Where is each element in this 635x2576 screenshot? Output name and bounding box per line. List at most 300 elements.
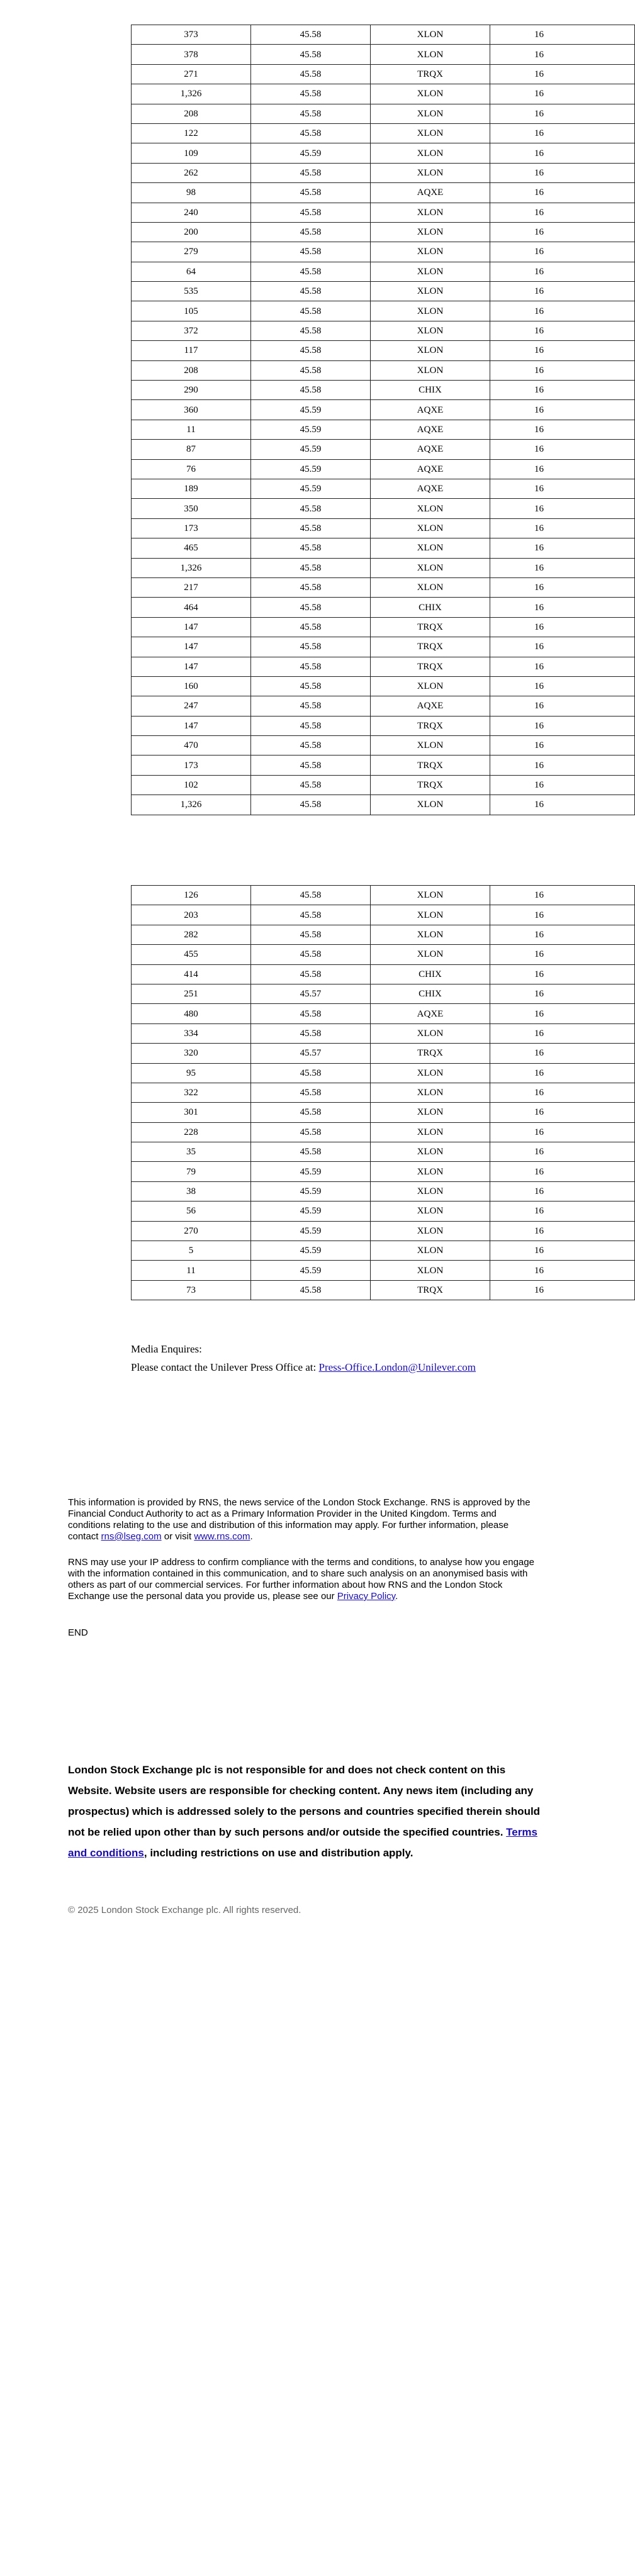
time-cell: 16	[490, 381, 635, 400]
venue-cell: XLON	[371, 905, 490, 925]
volume-cell: 480	[132, 1004, 251, 1023]
price-cell: 45.58	[251, 163, 371, 182]
price-cell: 45.57	[251, 1044, 371, 1063]
disclaimer-text: London Stock Exchange plc is not responsible for and does not check content on this Website. Website users are responsible for checking content. Any news item (including any prospectus) which is addressed solely to the persons and countries specified therein should not be relied upon other than by such persons and/or outside the specified countries.	[68, 1764, 541, 1838]
venue-cell: CHIX	[371, 598, 490, 617]
time-cell: 16	[490, 1044, 635, 1063]
volume-cell: 126	[132, 886, 251, 905]
price-cell: 45.58	[251, 381, 371, 400]
table-row	[132, 45, 635, 64]
venue-cell: XLON	[371, 163, 490, 182]
venue-cell: XLON	[371, 518, 490, 538]
table-row	[132, 558, 635, 577]
venue-cell: AQXE	[371, 400, 490, 420]
venue-cell: TRQX	[371, 617, 490, 637]
price-cell: 45.58	[251, 1142, 371, 1162]
price-cell: 45.58	[251, 242, 371, 262]
volume-cell: 320	[132, 1044, 251, 1063]
table-row	[132, 696, 635, 716]
price-cell: 45.58	[251, 25, 371, 45]
venue-cell: XLON	[371, 222, 490, 242]
price-cell: 45.58	[251, 925, 371, 944]
volume-cell: 95	[132, 1063, 251, 1083]
volume-cell: 173	[132, 756, 251, 775]
price-cell: 45.59	[251, 459, 371, 479]
table-row	[132, 1261, 635, 1280]
disclaimer-text-2: , including restrictions on use and distribution apply.	[143, 1847, 413, 1859]
price-cell: 45.58	[251, 775, 371, 795]
volume-cell: 147	[132, 617, 251, 637]
table-row	[132, 123, 635, 143]
price-cell: 45.57	[251, 984, 371, 1003]
table-row	[132, 459, 635, 479]
time-cell: 16	[490, 964, 635, 984]
venue-cell: XLON	[371, 577, 490, 597]
table-row	[132, 1202, 635, 1221]
venue-cell: XLON	[371, 1103, 490, 1122]
table-row	[132, 617, 635, 637]
venue-cell: XLON	[371, 45, 490, 64]
time-cell: 16	[490, 945, 635, 964]
volume-cell: 147	[132, 716, 251, 735]
venue-cell: TRQX	[371, 657, 490, 676]
venue-cell: AQXE	[371, 696, 490, 716]
table-row	[132, 242, 635, 262]
venue-cell: XLON	[371, 25, 490, 45]
price-cell: 45.58	[251, 736, 371, 756]
price-cell: 45.58	[251, 577, 371, 597]
table-row	[132, 321, 635, 340]
time-cell: 16	[490, 104, 635, 123]
price-cell: 45.58	[251, 795, 371, 815]
volume-cell: 79	[132, 1162, 251, 1181]
rns-website-link[interactable]: www.rns.com	[194, 1531, 250, 1542]
price-cell: 45.58	[251, 637, 371, 657]
price-cell: 45.59	[251, 1181, 371, 1201]
price-cell: 45.58	[251, 598, 371, 617]
price-cell: 45.58	[251, 183, 371, 203]
venue-cell: XLON	[371, 242, 490, 262]
table-row	[132, 499, 635, 518]
price-cell: 45.58	[251, 964, 371, 984]
price-cell: 45.58	[251, 84, 371, 104]
volume-cell: 203	[132, 905, 251, 925]
price-cell: 45.58	[251, 886, 371, 905]
time-cell: 16	[490, 1122, 635, 1142]
time-cell: 16	[490, 222, 635, 242]
price-cell: 45.58	[251, 558, 371, 577]
price-cell: 45.58	[251, 1063, 371, 1083]
venue-cell: XLON	[371, 886, 490, 905]
price-cell: 45.58	[251, 45, 371, 64]
time-cell: 16	[490, 775, 635, 795]
table-row	[132, 381, 635, 400]
volume-cell: 372	[132, 321, 251, 340]
table-row	[132, 360, 635, 380]
volume-cell: 189	[132, 479, 251, 498]
time-cell: 16	[490, 459, 635, 479]
price-cell: 45.58	[251, 538, 371, 558]
volume-cell: 378	[132, 45, 251, 64]
table-row	[132, 886, 635, 905]
media-contact	[131, 1358, 476, 1376]
venue-cell: XLON	[371, 1063, 490, 1083]
volume-cell: 251	[132, 984, 251, 1003]
venue-cell: XLON	[371, 1181, 490, 1201]
price-cell: 45.59	[251, 1241, 371, 1261]
time-cell: 16	[490, 886, 635, 905]
time-cell: 16	[490, 282, 635, 301]
time-cell: 16	[490, 203, 635, 222]
price-cell: 45.58	[251, 1280, 371, 1300]
table-row	[132, 905, 635, 925]
time-cell: 16	[490, 123, 635, 143]
price-cell: 45.59	[251, 1221, 371, 1241]
table-row	[132, 222, 635, 242]
volume-cell: 470	[132, 736, 251, 756]
volume-cell: 334	[132, 1023, 251, 1043]
table-row	[132, 301, 635, 321]
venue-cell: AQXE	[371, 440, 490, 459]
price-cell: 45.59	[251, 400, 371, 420]
press-office-email-link[interactable]: Press-Office.London@Unilever.com	[318, 1361, 476, 1373]
volume-cell: 1,326	[132, 558, 251, 577]
price-cell: 45.58	[251, 301, 371, 321]
table-row	[132, 1103, 635, 1122]
time-cell: 16	[490, 1004, 635, 1023]
venue-cell: XLON	[371, 1122, 490, 1142]
rns-info-text-3: .	[250, 1531, 253, 1542]
venue-cell: XLON	[371, 676, 490, 696]
rns-info-text-2: or visit	[161, 1531, 194, 1542]
volume-cell: 360	[132, 400, 251, 420]
volume-cell: 64	[132, 262, 251, 281]
volume-cell: 1,326	[132, 795, 251, 815]
venue-cell: XLON	[371, 795, 490, 815]
table-row	[132, 1004, 635, 1023]
time-cell: 16	[490, 1023, 635, 1043]
price-cell: 45.58	[251, 617, 371, 637]
copyright: © 2025 London Stock Exchange plc. All rights reserved.	[68, 1905, 301, 1915]
volume-cell: 102	[132, 775, 251, 795]
rns-info-paragraph	[68, 1497, 540, 1542]
price-cell: 45.58	[251, 1004, 371, 1023]
time-cell: 16	[490, 577, 635, 597]
volume-cell: 117	[132, 341, 251, 360]
transactions-table-2	[131, 885, 544, 1300]
time-cell: 16	[490, 1162, 635, 1181]
price-cell: 45.58	[251, 518, 371, 538]
table-row	[132, 84, 635, 104]
volume-cell: 173	[132, 518, 251, 538]
time-cell: 16	[490, 262, 635, 281]
volume-cell: 282	[132, 925, 251, 944]
price-cell: 45.58	[251, 676, 371, 696]
price-cell: 45.58	[251, 696, 371, 716]
table-row	[132, 984, 635, 1003]
volume-cell: 208	[132, 104, 251, 123]
time-cell: 16	[490, 736, 635, 756]
volume-cell: 147	[132, 657, 251, 676]
media-contact-text: Please contact the Unilever Press Office at:	[131, 1361, 319, 1373]
time-cell: 16	[490, 1221, 635, 1241]
volume-cell: 1,326	[132, 84, 251, 104]
table-row	[132, 598, 635, 617]
table-row	[132, 1122, 635, 1142]
time-cell: 16	[490, 518, 635, 538]
time-cell: 16	[490, 538, 635, 558]
venue-cell: TRQX	[371, 716, 490, 735]
table-row	[132, 440, 635, 459]
volume-cell: 147	[132, 637, 251, 657]
price-cell: 45.58	[251, 1103, 371, 1122]
price-cell: 45.58	[251, 203, 371, 222]
table-row	[132, 577, 635, 597]
venue-cell: XLON	[371, 1023, 490, 1043]
venue-cell: AQXE	[371, 459, 490, 479]
time-cell: 16	[490, 617, 635, 637]
price-cell: 45.58	[251, 282, 371, 301]
venue-cell: XLON	[371, 558, 490, 577]
table-row	[132, 925, 635, 944]
transactions-table-1	[131, 25, 544, 815]
time-cell: 16	[490, 499, 635, 518]
volume-cell: 240	[132, 203, 251, 222]
time-cell: 16	[490, 341, 635, 360]
volume-cell: 208	[132, 360, 251, 380]
volume-cell: 200	[132, 222, 251, 242]
venue-cell: CHIX	[371, 964, 490, 984]
volume-cell: 455	[132, 945, 251, 964]
time-cell: 16	[490, 1083, 635, 1102]
volume-cell: 122	[132, 123, 251, 143]
time-cell: 16	[490, 696, 635, 716]
volume-cell: 160	[132, 676, 251, 696]
media-enquiries	[131, 1340, 476, 1376]
time-cell: 16	[490, 479, 635, 498]
time-cell: 16	[490, 143, 635, 163]
venue-cell: XLON	[371, 143, 490, 163]
table-row	[132, 1044, 635, 1063]
volume-cell: 56	[132, 1202, 251, 1221]
venue-cell: AQXE	[371, 479, 490, 498]
terms-and-conditions-link[interactable]: Terms and conditions	[68, 1826, 537, 1859]
price-cell: 45.58	[251, 262, 371, 281]
table-row	[132, 1023, 635, 1043]
time-cell: 16	[490, 400, 635, 420]
venue-cell: AQXE	[371, 183, 490, 203]
time-cell: 16	[490, 1241, 635, 1261]
time-cell: 16	[490, 676, 635, 696]
time-cell: 16	[490, 1103, 635, 1122]
venue-cell: XLON	[371, 104, 490, 123]
table-row	[132, 795, 635, 815]
table-row	[132, 282, 635, 301]
volume-cell: 11	[132, 420, 251, 439]
table-row	[132, 183, 635, 203]
table-row	[132, 1063, 635, 1083]
venue-cell: XLON	[371, 1202, 490, 1221]
table-row	[132, 775, 635, 795]
price-cell: 45.58	[251, 222, 371, 242]
table-row	[132, 637, 635, 657]
volume-cell: 105	[132, 301, 251, 321]
table-row	[132, 1241, 635, 1261]
table-row	[132, 756, 635, 775]
price-cell: 45.58	[251, 499, 371, 518]
price-cell: 45.58	[251, 321, 371, 340]
time-cell: 16	[490, 84, 635, 104]
table-row	[132, 945, 635, 964]
venue-cell: XLON	[371, 736, 490, 756]
venue-cell: AQXE	[371, 1004, 490, 1023]
venue-cell: TRQX	[371, 756, 490, 775]
volume-cell: 373	[132, 25, 251, 45]
venue-cell: TRQX	[371, 775, 490, 795]
table-row	[132, 341, 635, 360]
rns-privacy-paragraph	[68, 1557, 540, 1602]
table-row	[132, 736, 635, 756]
time-cell: 16	[490, 1261, 635, 1280]
table-row	[132, 1280, 635, 1300]
volume-cell: 279	[132, 242, 251, 262]
volume-cell: 262	[132, 163, 251, 182]
venue-cell: XLON	[371, 321, 490, 340]
rns-privacy-text: RNS may use your IP address to confirm compliance with the terms and conditions, to analyse how you engage with the information contained in this communication, and to share such analysis on an anonymised basis with others as part of our commercial services. For further information about how RNS and the London Stock Exchange use the personal data you provide us, please see our	[68, 1557, 534, 1602]
time-cell: 16	[490, 795, 635, 815]
venue-cell: XLON	[371, 499, 490, 518]
table-row	[132, 964, 635, 984]
volume-cell: 350	[132, 499, 251, 518]
volume-cell: 535	[132, 282, 251, 301]
price-cell: 45.59	[251, 479, 371, 498]
table-row	[132, 104, 635, 123]
venue-cell: AQXE	[371, 420, 490, 439]
volume-cell: 109	[132, 143, 251, 163]
price-cell: 45.59	[251, 143, 371, 163]
time-cell: 16	[490, 321, 635, 340]
time-cell: 16	[490, 925, 635, 944]
volume-cell: 217	[132, 577, 251, 597]
volume-cell: 290	[132, 381, 251, 400]
rns-info-text: This information is provided by RNS, the news service of the London Stock Exchange. RNS is approved by the Financial Conduct Authority to act as a Primary Information Provider in the United Kingdom. Terms and conditions relating to the use and distribution of this information may apply. For further information, please contact	[68, 1497, 531, 1542]
time-cell: 16	[490, 360, 635, 380]
time-cell: 16	[490, 558, 635, 577]
volume-cell: 228	[132, 1122, 251, 1142]
table-row	[132, 716, 635, 735]
venue-cell: XLON	[371, 925, 490, 944]
venue-cell: XLON	[371, 123, 490, 143]
volume-cell: 465	[132, 538, 251, 558]
volume-cell: 76	[132, 459, 251, 479]
privacy-policy-link[interactable]: Privacy Policy	[337, 1591, 396, 1602]
venue-cell: XLON	[371, 1221, 490, 1241]
table-row	[132, 1162, 635, 1181]
price-cell: 45.58	[251, 716, 371, 735]
table-row	[132, 1083, 635, 1102]
time-cell: 16	[490, 301, 635, 321]
time-cell: 16	[490, 905, 635, 925]
venue-cell: XLON	[371, 1083, 490, 1102]
time-cell: 16	[490, 1063, 635, 1083]
time-cell: 16	[490, 1181, 635, 1201]
venue-cell: XLON	[371, 538, 490, 558]
price-cell: 45.58	[251, 1023, 371, 1043]
volume-cell: 301	[132, 1103, 251, 1122]
venue-cell: TRQX	[371, 637, 490, 657]
venue-cell: XLON	[371, 1241, 490, 1261]
venue-cell: XLON	[371, 360, 490, 380]
time-cell: 16	[490, 163, 635, 182]
price-cell: 45.58	[251, 756, 371, 775]
volume-cell: 271	[132, 64, 251, 84]
time-cell: 16	[490, 1202, 635, 1221]
price-cell: 45.59	[251, 1162, 371, 1181]
time-cell: 16	[490, 25, 635, 45]
time-cell: 16	[490, 598, 635, 617]
media-heading: Media Enquires:	[131, 1343, 202, 1355]
price-cell: 45.59	[251, 420, 371, 439]
table-row	[132, 25, 635, 45]
time-cell: 16	[490, 1142, 635, 1162]
volume-cell: 98	[132, 183, 251, 203]
table-row	[132, 64, 635, 84]
table-row	[132, 676, 635, 696]
venue-cell: XLON	[371, 262, 490, 281]
rns-privacy-text-2: .	[395, 1591, 398, 1602]
price-cell: 45.59	[251, 1202, 371, 1221]
time-cell: 16	[490, 183, 635, 203]
price-cell: 45.59	[251, 1261, 371, 1280]
venue-cell: XLON	[371, 301, 490, 321]
table-row	[132, 518, 635, 538]
table-row	[132, 420, 635, 439]
end-marker: END	[68, 1627, 88, 1638]
time-cell: 16	[490, 440, 635, 459]
time-cell: 16	[490, 420, 635, 439]
venue-cell: CHIX	[371, 984, 490, 1003]
venue-cell: XLON	[371, 1261, 490, 1280]
volume-cell: 414	[132, 964, 251, 984]
venue-cell: TRQX	[371, 1280, 490, 1300]
table-row	[132, 400, 635, 420]
venue-cell: CHIX	[371, 381, 490, 400]
price-cell: 45.59	[251, 440, 371, 459]
table-row	[132, 203, 635, 222]
price-cell: 45.58	[251, 341, 371, 360]
venue-cell: TRQX	[371, 1044, 490, 1063]
table-row	[132, 262, 635, 281]
volume-cell: 270	[132, 1221, 251, 1241]
time-cell: 16	[490, 1280, 635, 1300]
price-cell: 45.58	[251, 64, 371, 84]
volume-cell: 5	[132, 1241, 251, 1261]
table-row	[132, 657, 635, 676]
price-cell: 45.58	[251, 360, 371, 380]
table-row	[132, 479, 635, 498]
volume-cell: 87	[132, 440, 251, 459]
venue-cell: XLON	[371, 84, 490, 104]
time-cell: 16	[490, 984, 635, 1003]
volume-cell: 322	[132, 1083, 251, 1102]
price-cell: 45.58	[251, 1122, 371, 1142]
rns-email-link[interactable]: rns@lseg.com	[101, 1531, 162, 1542]
time-cell: 16	[490, 45, 635, 64]
time-cell: 16	[490, 637, 635, 657]
table-row	[132, 1181, 635, 1201]
table-row	[132, 163, 635, 182]
price-cell: 45.58	[251, 1083, 371, 1102]
